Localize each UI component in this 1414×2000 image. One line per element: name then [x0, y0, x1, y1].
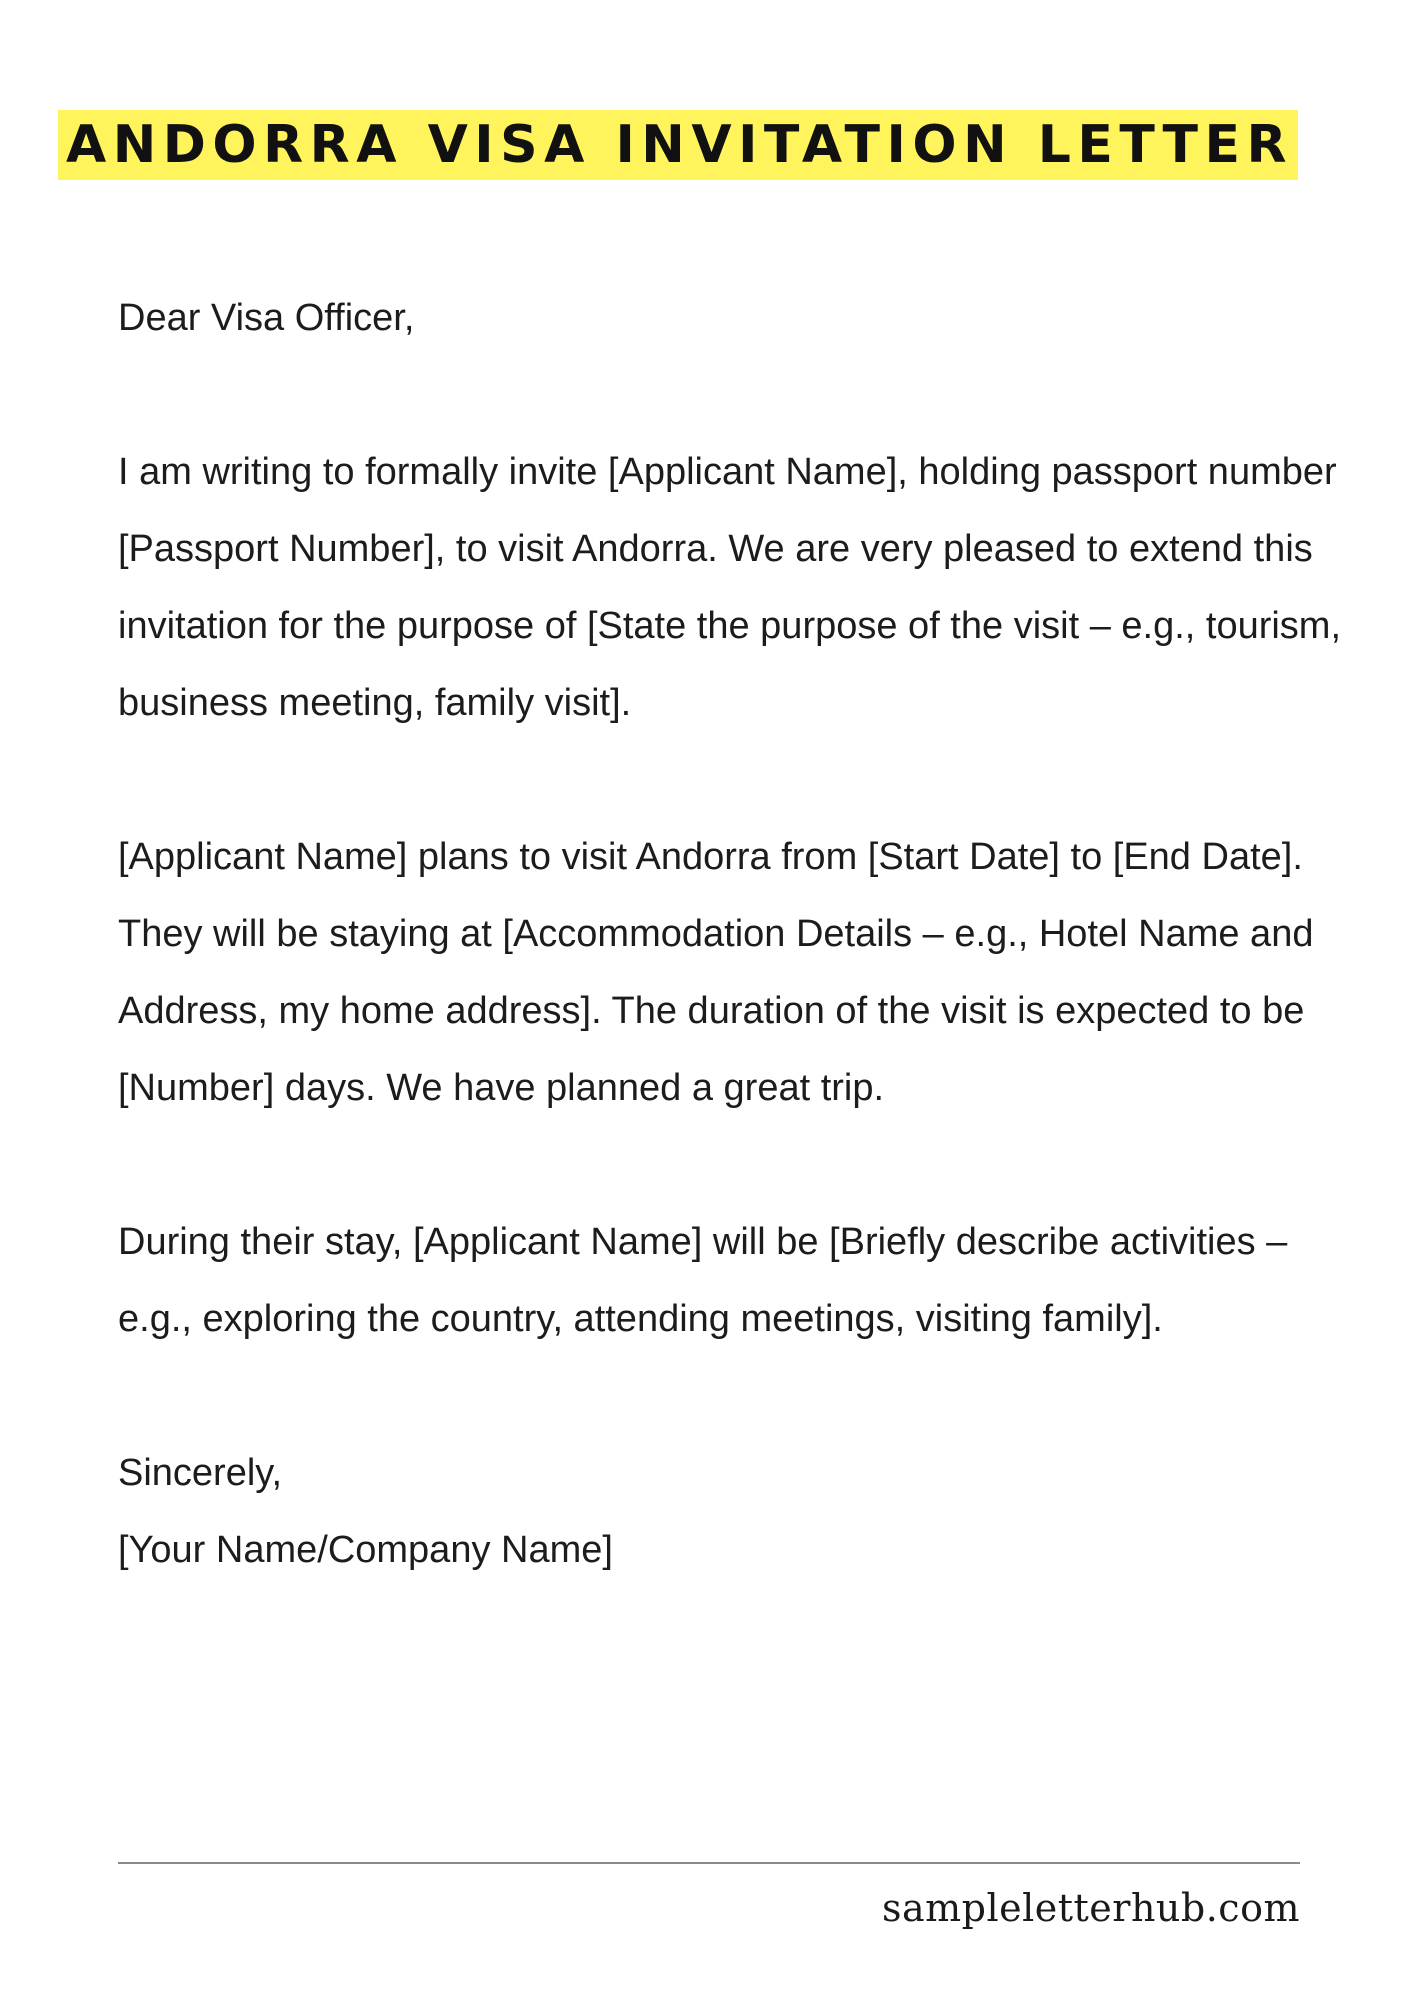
salutation: Dear Visa Officer, [118, 297, 415, 339]
letter-body [118, 280, 1368, 1589]
paragraph-invitation: I am writing to formally invite [Applicant Name], holding passport number [Passport Number], to visit Andorra. We are very pleased to extend this invitation for the purpose of [State the purpose of the visit – e.g., tourism, business meeting, family visit]. [118, 451, 1342, 724]
closing: Sincerely, [118, 1452, 283, 1494]
document-title: ANDORRA VISA INVITATION LETTER [58, 110, 1298, 180]
paragraph-activities: During their stay, [Applicant Name] will be [Briefly describe activities – e.g., exploring the country, attending meetings, visiting family]. [118, 1221, 1288, 1340]
signature: [Your Name/Company Name] [118, 1529, 613, 1571]
footer-website: sampleletterhub.com [881, 1886, 1300, 1930]
paragraph-itinerary: [Applicant Name] plans to visit Andorra from [Start Date] to [End Date]. They will be staying at [Accommodation Details – e.g., Hotel Name and Address, my home address]. The duration of the visit is expected to be [Number] days. We have planned a great trip. [118, 836, 1314, 1109]
footer-divider [118, 1862, 1300, 1864]
